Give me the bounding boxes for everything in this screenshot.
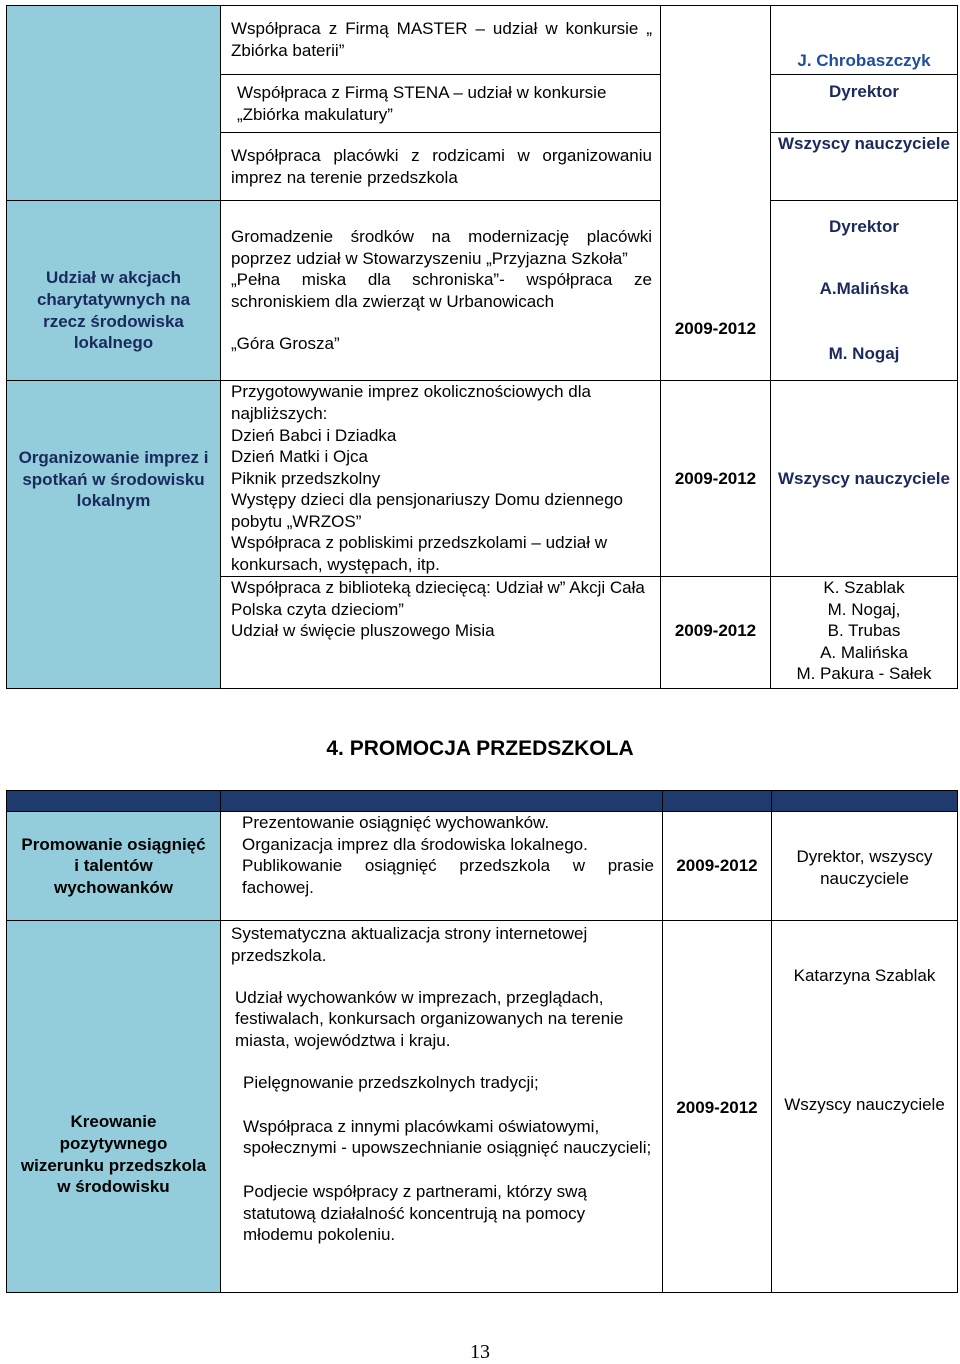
responsible-cell	[771, 381, 958, 577]
task-cell-empty	[7, 6, 221, 201]
term-text: 2009-2012	[674, 319, 757, 339]
form-text: Prezentowanie osiągnięć wychowanków.	[242, 813, 550, 832]
table-row	[7, 6, 958, 75]
form-text: Systematyczna aktualizacja strony internetowej przedszkola.	[231, 924, 588, 965]
form-cell	[221, 921, 663, 987]
responsible-text: A. Malińska	[820, 642, 908, 662]
task-cell	[7, 381, 221, 689]
form-text: Gromadzenie środków na modernizację placówki poprzez udział w Stowarzyszeniu „Przyjazna Szkoła”	[231, 227, 652, 268]
task-text: Organizowanie imprez i spotkań w środowisku lokalnym	[18, 448, 209, 511]
responsible-text: M. Pakura - Sałek	[796, 664, 932, 684]
form-text: Publikowanie osiągnięć przedszkola w prasie fachowej.	[242, 856, 654, 897]
term-text: 2009-2012	[674, 468, 757, 488]
column-header: Odpowiedzialny	[772, 791, 958, 812]
responsible-text: Katarzyna Szablak	[793, 965, 936, 985]
form-cell	[221, 133, 661, 201]
form-text: Współpraca z innymi placówkami oświatowymi, społecznymi - upowszechnianie osiągnięć nauczycieli;	[243, 1116, 652, 1158]
column-header: Termin	[663, 791, 772, 812]
form-text: „Pełna miska dla schroniska”- współpraca ze schroniskiem dla zwierząt w Urbanowicach	[231, 270, 652, 311]
table-header-row	[7, 791, 958, 812]
responsible-cell	[772, 921, 958, 987]
task-cell	[7, 201, 221, 381]
responsible-text: B. Trubas	[827, 621, 901, 641]
form-text: Dzień Matki i Ojca	[231, 447, 368, 467]
task-cell	[7, 812, 221, 921]
form-text: Współpraca placówki z rodzicami w organizowaniu imprez na terenie przedszkola	[231, 145, 652, 187]
task-text: Promowanie osiągnięć i talentów wychowanków	[21, 834, 206, 897]
section-heading: 4. PROMOCJA PRZEDSZKOLA	[326, 737, 634, 760]
responsible-text: Wszyscy nauczyciele	[778, 468, 950, 488]
responsible-text: Dyrektor	[829, 82, 899, 101]
term-cell	[663, 921, 772, 1293]
term-text: 2009-2012	[676, 1098, 758, 1117]
responsible-text: Wszyscy nauczyciele	[784, 1094, 945, 1114]
activities-table	[6, 5, 958, 689]
form-cell	[221, 577, 661, 689]
table-row	[7, 812, 958, 921]
form-cell	[221, 6, 661, 75]
form-cell	[221, 201, 661, 381]
responsible-cell	[771, 201, 958, 381]
promotion-table	[6, 790, 958, 1293]
term-cell	[661, 577, 771, 689]
responsible-text: M. Nogaj	[828, 344, 900, 364]
column-header: Zadanie	[7, 791, 221, 812]
responsible-cell	[771, 577, 958, 689]
form-cell	[221, 381, 661, 577]
form-text: Współpraca z biblioteką dziecięcą: Udział w” Akcji Cała Polska czyta dzieciom”	[231, 578, 645, 619]
responsible-text: Dyrektor, wszyscy nauczyciele	[796, 847, 933, 888]
form-text: Przygotowywanie imprez okolicznościowych dla najbliższych:	[231, 382, 591, 423]
responsible-cell	[771, 75, 958, 133]
responsible-cell	[771, 6, 958, 75]
term-text: 2009-2012	[674, 621, 757, 640]
responsible-text: A.Malińska	[819, 278, 909, 298]
column-header: Forma realizacji	[221, 791, 663, 812]
responsible-cell	[772, 812, 958, 921]
form-text: Występy dzieci dla pensjonariuszy Domu dziennego pobytu „WRZOS”	[231, 490, 623, 531]
form-text: Piknik przedszkolny	[231, 468, 381, 488]
form-cell	[221, 75, 661, 133]
form-text: Współpraca z Firmą STENA – udział w konkursie „Zbiórka makulatury”	[237, 82, 607, 124]
responsible-text: J. Chrobaszczyk	[797, 51, 931, 71]
term-text: 2009-2012	[676, 856, 758, 876]
task-text: Kreowanie pozytywnego wizerunku przedszkola w środowisku	[20, 1112, 207, 1197]
form-text: Pielęgnowanie przedszkolnych tradycji;	[243, 1073, 539, 1093]
table-row	[7, 381, 958, 577]
form-cell	[221, 812, 663, 921]
table-row	[7, 921, 958, 987]
form-text: Podjecie współpracy z partnerami, którzy swą statutową działalność koncentrują na pomocy młodemu pokoleniu.	[243, 1182, 587, 1245]
form-text: Organizacja imprez dla środowiska lokalnego.	[242, 834, 588, 854]
task-text: Udział w akcjach charytatywnych na rzecz środowiska lokalnego	[36, 268, 191, 353]
form-text: Udział wychowanków w imprezach, przeglądach, festiwalach, konkursach organizowanych na terenie miasta, województwa i kraju.	[235, 987, 624, 1050]
term-cell	[663, 812, 772, 921]
form-text: Dzień Babci i Dziadka	[231, 425, 397, 445]
table-row	[7, 201, 958, 381]
form-text: „Góra Grosza”	[231, 334, 340, 354]
form-text: Udział w święcie pluszowego Misia	[231, 621, 495, 641]
page-number: 13	[470, 1341, 490, 1363]
responsible-cell	[772, 987, 958, 1293]
form-cell	[221, 987, 663, 1293]
responsible-text: K. Szablak	[823, 578, 905, 597]
term-cell	[661, 6, 771, 381]
form-text: Współpraca z Firmą MASTER – udział w konkursie „ Zbiórka baterii”	[231, 19, 652, 60]
task-cell	[7, 921, 221, 1293]
responsible-text: Dyrektor	[829, 217, 899, 237]
form-text: Współpraca z pobliskimi przedszkolami – udział w konkursach, występach, itp.	[231, 533, 608, 575]
responsible-cell	[771, 133, 958, 201]
responsible-text: Wszyscy nauczyciele	[778, 134, 950, 153]
responsible-text: M. Nogaj,	[827, 599, 901, 619]
term-cell	[661, 381, 771, 577]
